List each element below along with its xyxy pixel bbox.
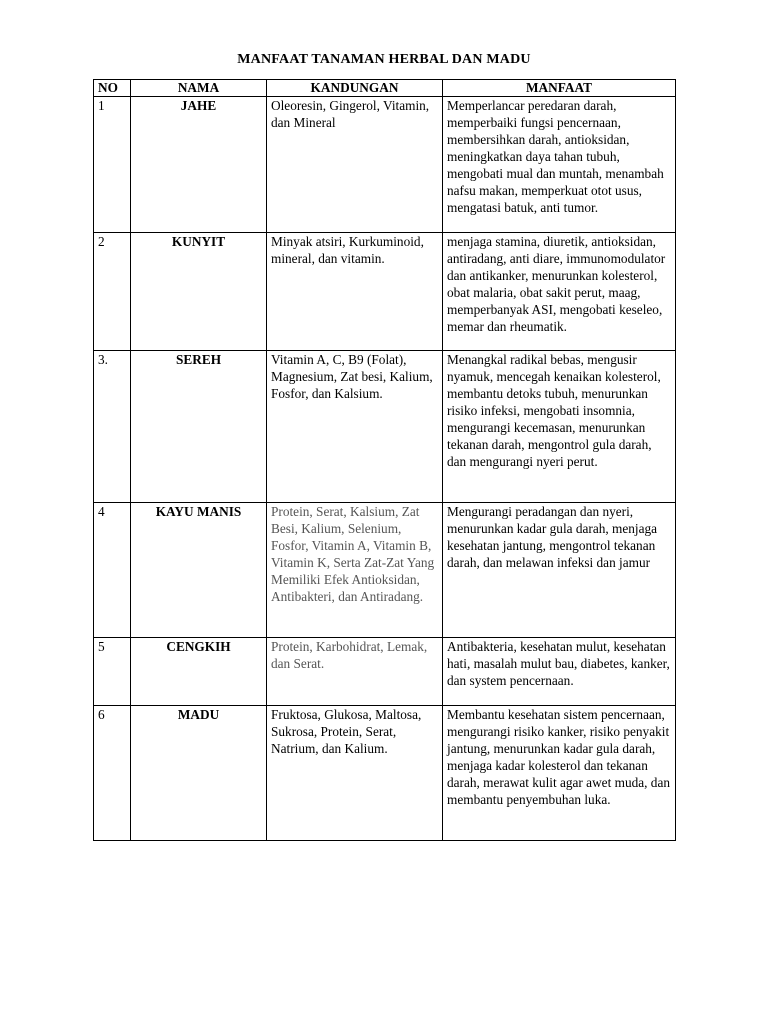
cell-manfaat: Membantu kesehatan sistem pencernaan, mengurangi risiko kanker, risiko penyakit jantung, menurunkan kadar gula darah, menjaga kadar kolesterol dan tekanan darah, merawat kulit agar awet muda, dan membantu penyembuhan luka.	[443, 706, 676, 841]
cell-manfaat: Menangkal radikal bebas, mengusir nyamuk, mencegah kenaikan kolesterol, membantu detoks tubuh, menurunkan risiko infeksi, mengobati insomnia, mengurangi kecemasan, menurunkan tekanan darah, mengontrol gula darah, dan mengurangi nyeri perut.	[443, 351, 676, 503]
header-manfaat: MANFAAT	[443, 80, 676, 97]
cell-kandungan: Protein, Serat, Kalsium, Zat Besi, Kalium, Selenium, Fosfor, Vitamin A, Vitamin B, Vitamin K, Serta Zat-Zat Yang Memiliki Efek Antioksidan, Antibakteri, dan Antiradang.	[267, 503, 443, 638]
herbal-table	[93, 79, 676, 841]
cell-no: 3.	[94, 351, 131, 503]
table-row	[94, 503, 676, 638]
cell-nama: CENGKIH	[131, 638, 267, 706]
cell-no: 2	[94, 233, 131, 351]
cell-nama: KAYU MANIS	[131, 503, 267, 638]
cell-nama: KUNYIT	[131, 233, 267, 351]
cell-no: 1	[94, 97, 131, 233]
cell-manfaat: Antibakteria, kesehatan mulut, kesehatan hati, masalah mulut bau, diabetes, kanker, dan system pencernaan.	[443, 638, 676, 706]
table-header-row	[94, 80, 676, 97]
table-row	[94, 706, 676, 841]
table-row	[94, 351, 676, 503]
cell-kandungan: Vitamin A, C, B9 (Folat), Magnesium, Zat besi, Kalium, Fosfor, dan Kalsium.	[267, 351, 443, 503]
cell-manfaat: menjaga stamina, diuretik, antioksidan, antiradang, anti diare, immunomodulator dan antikanker, menurunkan kolesterol, obat malaria, obat sakit perut, maag, memperbanyak ASI, mengobati keseleo, memar dan rheumatik.	[443, 233, 676, 351]
cell-manfaat: Memperlancar peredaran darah, memperbaiki fungsi pencernaan, membersihkan darah, antioksidan, meningkatkan daya tahan tubuh, mengobati mual dan muntah, menambah nafsu makan, memperkuat otot usus, mengatasi batuk, anti tumor.	[443, 97, 676, 233]
table-row	[94, 233, 676, 351]
page-title: MANFAAT TANAMAN HERBAL DAN MADU	[237, 52, 531, 67]
cell-no: 5	[94, 638, 131, 706]
cell-no: 4	[94, 503, 131, 638]
cell-kandungan: Protein, Karbohidrat, Lemak, dan Serat.	[267, 638, 443, 706]
cell-nama: MADU	[131, 706, 267, 841]
cell-nama: SEREH	[131, 351, 267, 503]
cell-nama: JAHE	[131, 97, 267, 233]
cell-no: 6	[94, 706, 131, 841]
cell-kandungan: Minyak atsiri, Kurkuminoid, mineral, dan vitamin.	[267, 233, 443, 351]
table-row	[94, 97, 676, 233]
table-row	[94, 638, 676, 706]
header-nama: NAMA	[131, 80, 267, 97]
header-no: NO	[94, 80, 131, 97]
cell-manfaat: Mengurangi peradangan dan nyeri, menurunkan kadar gula darah, menjaga kesehatan jantung, mengontrol tekanan darah, dan melawan infeksi dan jamur	[443, 503, 676, 638]
cell-kandungan: Oleoresin, Gingerol, Vitamin, dan Mineral	[267, 97, 443, 233]
cell-kandungan: Fruktosa, Glukosa, Maltosa, Sukrosa, Protein, Serat, Natrium, dan Kalium.	[267, 706, 443, 841]
header-kandungan: KANDUNGAN	[267, 80, 443, 97]
